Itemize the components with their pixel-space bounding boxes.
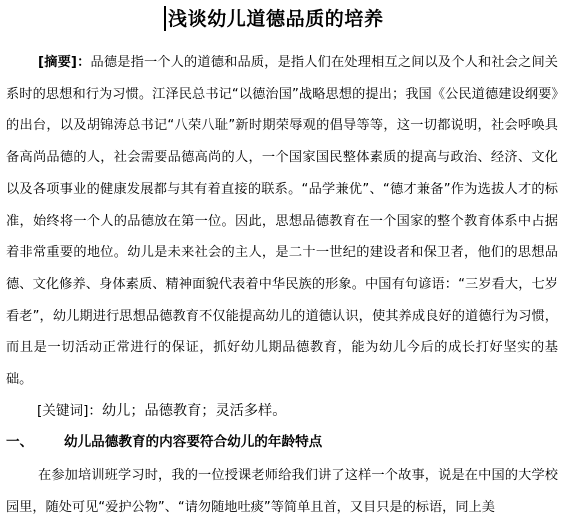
section-title: 幼儿品德教育的内容要符合幼儿的年龄特点 bbox=[64, 434, 323, 450]
abstract-label: [摘要]： bbox=[38, 55, 91, 70]
document-title: 浅谈幼儿道德品质的培养 bbox=[168, 8, 384, 30]
keywords-text: 幼儿；品德教育；灵活多样。 bbox=[101, 403, 287, 419]
abstract-paragraph bbox=[6, 47, 558, 396]
section-number: 一、 bbox=[6, 434, 34, 450]
section-heading bbox=[6, 430, 322, 454]
text-cursor bbox=[164, 6, 166, 31]
abstract-text: 品德是指一个人的道德和品质，是指人们在处理相互之间以及个人和社会之间关系时的思想和行为习惯。江泽民总书记“以德治国”战略思想的提出；我国《公民道德建设纲要》的出台，以及胡锦涛总书记“八荣八耻”新时期荣辱观的倡导等等，这一切都说明，社会呼唤具备高尚品德的人，社会需要品德高尚的人，一个国家国民整体素质的提高与政治、经济、文化以及各项事业的健康发展都与其有着直接的联系。“品学兼优”、“德才兼备”作为选拔人才的标准，始终将一个人的品德放在第一位。因此，思想品德教育在一个国家的整个教育体系中占据着非常重要的地位。幼儿是未来社会的主人，是二十一世纪的建设者和保卫者，他们的思想品德、文化修养、身体素质、精神面貌代表着中华民族的形象。中国有句谚语：“三岁看大，七岁看老”，幼儿期进行思想品德教育不仅能提高幼儿的道德认识，使其养成良好的道德行为习惯，而且是一切活动正常进行的保证，抓好幼儿期品德教育，能为幼儿今后的成长打好坚实的基础。 bbox=[6, 55, 558, 388]
keywords-label: [关键词]： bbox=[37, 403, 102, 419]
keywords-line bbox=[37, 398, 286, 424]
body-paragraph: 在参加培训班学习时，我的一位授课老师给我们讲了这样一个故事，说是在中国的大学校园里，随处可见“爱护公物”、“请勿随地吐痰”等简单且首，又目只是的标语，同上美 bbox=[6, 468, 558, 515]
